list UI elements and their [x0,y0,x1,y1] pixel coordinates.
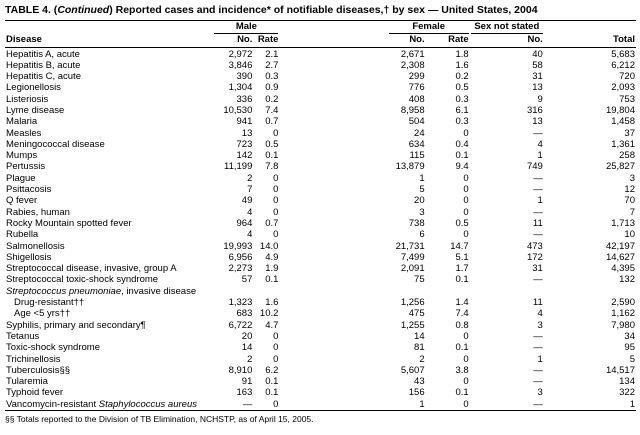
sns-no-cell: 31 [532,263,543,275]
female-no-cell: 2 [419,353,425,365]
female-rate-cell: 3.8 [455,364,469,376]
disease-cell: Meningococcal disease [6,138,105,150]
disease-header-spacer [5,21,207,34]
total-cell: 720 [619,71,635,83]
male-no-cell: 2,273 [228,263,253,275]
female-no-cell: 24 [414,127,425,139]
table-row [5,127,636,138]
total-cell: 7 [629,206,635,218]
male-rate-cell: 0.1 [265,274,279,286]
female-no-cell: 81 [414,342,425,354]
total-cell: 322 [619,387,635,399]
male-rate-cell: 2.1 [265,48,279,60]
sns-no-cell [470,286,544,297]
total-cell: 37 [624,127,635,139]
disease-cell: Malaria [6,116,38,128]
disease-cell: Mumps [6,150,38,162]
male-rate-cell: 0.9 [265,82,279,94]
sns-no-cell: 4 [537,138,543,150]
total-cell: 25,827 [605,161,635,173]
sns-no-cell: — [470,399,544,411]
disease-cell: Rabies, human [6,206,70,218]
table-row [5,150,636,161]
disease-cell: Shigellosis [6,251,52,263]
table-row [5,139,636,150]
male-rate-cell: 0.1 [265,376,279,388]
total-cell: 5,683 [611,48,635,60]
male-rate-cell: 14.0 [259,240,279,252]
female-rate-cell: 9.4 [455,161,469,173]
male-rate-cell: 0 [273,330,279,342]
male-no-cell: 57 [241,274,253,286]
female-rate-cell: 0 [463,184,469,196]
disease-cell: Toxic-shock syndrome [6,342,100,354]
total-cell: 6,212 [611,59,635,71]
female-no-cell: 299 [408,71,425,83]
table-footnote: §§ Totals reported to the Division of TB Elimination, NCHSTP, as of April 15, 2005. [5,413,314,424]
female-no-cell: 2,091 [400,263,425,275]
male-no-cell: 1,323 [228,297,253,309]
male-no-cell: 49 [241,195,253,207]
female-group-header: Female [389,21,469,34]
total-cell: 19,804 [605,104,635,116]
total-cell: 1,713 [611,217,635,229]
male-rate-cell: 0 [273,342,279,354]
female-no-header: No. [279,34,425,48]
disease-table [5,21,636,411]
disease-cell: Rocky Mountain spotted fever [6,217,132,229]
table-row [5,387,636,398]
total-cell: 1,361 [611,138,635,150]
female-rate-cell: 7.4 [455,308,469,320]
disease-cell: Plague [6,172,36,184]
table-row [5,331,636,342]
total-cell: 134 [619,376,635,388]
male-rate-cell: 0.3 [265,71,279,83]
sns-no-cell: 1 [537,195,543,207]
sns-no-cell: 172 [526,251,543,263]
female-rate-cell: 0.1 [455,274,469,286]
disease-cell: Trichinellosis [6,353,61,365]
female-rate-cell: 0 [463,229,469,241]
table-row [5,207,636,218]
female-no-cell: 475 [408,308,425,320]
male-no-cell: 964 [236,217,253,229]
male-no-header: No. [207,34,253,48]
male-no-cell: 8,910 [228,364,253,376]
female-rate-cell: 0.5 [455,217,469,229]
male-no-cell: 2 [247,353,253,365]
male-rate-cell: 4.9 [265,251,279,263]
male-no-cell: 91 [241,376,253,388]
female-no-cell: 776 [408,82,425,94]
male-no-cell: 683 [236,308,253,320]
male-no-cell: 336 [236,93,253,105]
disease-cell: Psittacosis [6,184,52,196]
female-group-cell [279,21,469,34]
disease-cell: Legionellosis [6,82,61,94]
female-rate-cell: 1.4 [455,297,469,309]
table-row [5,161,636,172]
title-rest: ) Reported cases and incidence* of notifiable diseases,† by sex — United States, 2004 [109,4,538,16]
disease-cell: Drug-resistant†† [14,297,85,309]
total-cell [544,286,636,297]
female-no-cell: 7,499 [400,251,425,263]
female-no-cell: 2,671 [400,48,425,60]
disease-cell: Streptococcal disease, invasive, group A [6,263,177,275]
table-body [5,48,636,411]
male-no-cell: 11,199 [224,161,253,173]
female-no-cell: 408 [408,93,425,105]
female-rate-cell: 0 [463,195,469,207]
table-row [5,116,636,127]
sns-no-cell: 13 [532,82,543,94]
male-rate-cell: 7.8 [265,161,279,173]
total-cell: 5 [629,353,635,365]
group-header-row [5,21,636,34]
female-rate-cell: 1.6 [455,59,469,71]
table-row [5,173,636,184]
sns-no-cell: 11 [532,297,543,309]
table-row [5,240,636,251]
female-rate-cell: 0.1 [455,387,469,399]
female-rate-cell: 0 [463,127,469,139]
total-cell: 70 [624,195,635,207]
total-cell: 132 [619,274,635,286]
male-no-cell: 10,530 [223,104,253,116]
female-no-cell: 20 [414,195,425,207]
male-rate-cell: 0 [273,195,279,207]
female-no-cell: 43 [414,376,425,388]
title-continued: Continued [57,4,110,16]
table-row [5,286,636,297]
table-row [5,365,636,376]
female-no-cell: 634 [408,138,425,150]
total-cell: 1 [544,399,636,411]
sns-no-cell: — [533,229,543,241]
female-no-cell: 1 [279,399,425,411]
total-header: Total [544,34,636,48]
total-cell: 1,162 [611,308,635,320]
total-cell: 10 [624,229,635,241]
male-no-cell: 3,846 [228,59,253,71]
female-rate-cell: 0.5 [455,82,469,94]
total-cell: 258 [619,150,635,162]
table-row [5,48,636,60]
male-no-cell: 941 [236,116,253,128]
male-rate-header: Rate [253,34,279,48]
female-no-cell: 5 [419,184,425,196]
female-no-cell: 2,308 [400,59,425,71]
disease-cell: Tetanus [6,330,40,342]
male-rate-cell: 0.7 [265,116,279,128]
male-no-cell: 390 [236,71,253,83]
table-row [5,376,636,387]
table-row [5,308,636,319]
table-row [5,94,636,105]
male-rate-cell: 0.2 [265,93,279,105]
total-cell: 4,395 [611,263,635,275]
sns-no-cell: — [533,342,543,354]
total-cell: 2,093 [611,82,635,94]
male-rate-cell: 0 [253,399,279,411]
female-no-cell [279,286,425,297]
female-no-cell: 6 [419,229,425,241]
male-no-cell: 2 [247,172,253,184]
male-rate-cell [253,286,279,297]
table-row [5,60,636,71]
male-rate-cell: 0 [273,353,279,365]
total-cell: 753 [619,93,635,105]
disease-cell: Lyme disease [6,104,65,116]
table-row [5,399,636,411]
disease-cell: Pertussis [6,161,46,173]
female-no-cell: 5,607 [400,364,425,376]
female-rate-cell: 14.7 [450,240,469,252]
male-no-cell: 142 [236,150,253,162]
female-rate-cell: 6.1 [455,104,469,116]
male-rate-cell: 1.9 [265,263,279,275]
male-no-cell: 1,304 [228,82,253,94]
sub-header-row [5,34,636,48]
table-row [5,353,636,364]
disease-column-header: Disease [5,34,207,48]
total-cell: 14,517 [605,364,635,376]
female-no-cell: 21,731 [395,240,425,252]
female-rate-cell: 0.3 [455,116,469,128]
total-cell: 2,590 [611,297,635,309]
table-row [5,82,636,93]
male-rate-cell: 0 [273,172,279,184]
male-no-cell: 2,972 [228,48,253,60]
disease-cell: Tularemia [6,376,48,388]
male-no-cell: 14 [241,342,253,354]
female-rate-cell: 0 [426,399,470,411]
disease-cell: Q fever [6,195,38,207]
male-rate-cell: 0 [273,127,279,139]
total-cell: 42,197 [605,240,635,252]
female-no-cell: 8,958 [400,104,425,116]
sns-no-cell: 9 [537,93,543,105]
sns-no-cell: 316 [526,104,543,116]
disease-cell: Hepatitis A, acute [6,48,80,60]
disease-cell: Tuberculosis§§ [6,364,71,376]
sns-no-cell: — [533,127,543,139]
male-rate-cell: 0.5 [265,138,279,150]
disease-cell: Hepatitis B, acute [6,59,81,71]
male-no-cell: 6,956 [228,251,253,263]
female-rate-cell: 1.8 [455,48,469,60]
sns-no-cell: — [533,206,543,218]
sns-no-cell: 31 [532,71,543,83]
male-no-cell: 163 [236,387,253,399]
female-no-cell: 156 [408,387,425,399]
female-rate-cell: 1.7 [455,263,469,275]
female-rate-cell: 0 [463,206,469,218]
female-rate-cell: 0 [463,172,469,184]
male-no-cell: 19,993 [223,240,253,252]
sns-group-cell [470,21,544,34]
sns-no-cell: 58 [532,59,543,71]
total-header-spacer [544,21,636,34]
total-cell: 3 [629,172,635,184]
disease-cell: Rubella [6,229,39,241]
table-row [5,229,636,240]
male-no-cell: 13 [241,127,253,139]
male-no-cell: 4 [247,229,253,241]
sns-no-cell: 40 [532,48,543,60]
table-row [5,195,636,206]
sns-no-cell: 13 [532,116,543,128]
female-rate-cell: 0.1 [455,342,469,354]
female-rate-cell: 0.8 [455,319,469,331]
female-rate-cell: 0 [463,353,469,365]
female-no-cell: 504 [408,116,425,128]
male-no-cell [207,286,253,297]
female-no-cell: 14 [414,330,425,342]
sns-no-cell: 4 [537,308,543,320]
female-rate-cell [426,286,470,297]
male-rate-cell: 0 [273,206,279,218]
table-row [5,342,636,353]
disease-cell: Streptococcal toxic-shock syndrome [6,274,159,286]
total-cell: 95 [624,342,635,354]
total-cell: 12 [624,184,635,196]
male-rate-cell: 0.7 [265,217,279,229]
male-no-cell: 4 [247,206,253,218]
male-rate-cell: 2.7 [265,59,279,71]
table-row [5,252,636,263]
female-rate-cell: 0.1 [455,150,469,162]
total-cell: 14,627 [605,251,635,263]
table-row [5,71,636,82]
male-no-cell: — [207,399,253,411]
sns-no-header: No. [470,34,544,48]
female-no-cell: 1 [419,172,425,184]
male-rate-cell: 6.2 [265,364,279,376]
total-cell: 1,458 [611,116,635,128]
female-no-cell: 738 [408,217,425,229]
sns-no-cell: 3 [537,387,543,399]
table-row [5,274,636,285]
disease-cell: Streptococcus pneumoniae, invasive disease [6,285,197,297]
sns-no-cell: — [533,172,543,184]
table-row [5,320,636,331]
male-rate-cell: 1.6 [265,297,279,309]
male-no-cell: 20 [241,330,253,342]
sns-no-cell: 1 [537,353,543,365]
total-cell: 34 [624,330,635,342]
male-rate-cell: 0 [273,184,279,196]
female-no-cell: 3 [419,206,425,218]
female-no-cell: 1,255 [400,319,425,331]
sns-no-cell: 749 [526,161,543,173]
disease-cell: Listeriosis [6,93,49,105]
female-rate-header: Rate [426,34,470,48]
disease-cell: Age <5 yrs†† [14,308,71,320]
male-rate-cell: 10.2 [259,308,279,320]
table-title [5,3,636,21]
female-rate-cell: 0 [463,330,469,342]
sns-no-cell: 11 [532,217,543,229]
male-rate-cell: 7.4 [265,104,279,116]
table-row [5,297,636,308]
sns-no-cell: 473 [526,240,543,252]
female-no-cell: 1,256 [400,297,425,309]
disease-cell: Hepatitis C, acute [6,71,81,83]
title-prefix: TABLE 4. ( [5,4,58,16]
table-row [5,263,636,274]
table-row [5,184,636,195]
sns-no-cell: — [533,376,543,388]
female-no-cell: 115 [409,150,425,162]
disease-cell: Vancomycin-resistant Staphylococcus aureus [5,399,207,411]
sex-not-stated-group-header: Sex not stated [471,21,543,34]
male-group-cell [207,21,279,34]
total-cell: 7,980 [611,319,635,331]
female-rate-cell: 0.2 [455,71,469,83]
disease-cell: Salmonellosis [6,240,65,252]
disease-cell: Measles [6,127,42,139]
female-rate-cell: 0.3 [455,93,469,105]
male-rate-cell: 0.1 [265,150,279,162]
male-no-cell: 7 [247,184,253,196]
male-rate-cell: 0 [273,229,279,241]
sns-no-cell: — [533,274,543,286]
male-no-cell: 723 [236,138,253,150]
male-no-cell: 6,722 [228,319,253,331]
sns-no-cell: 1 [537,150,543,162]
disease-cell: Syphilis, primary and secondary¶ [6,319,146,331]
male-rate-cell: 0.1 [265,387,279,399]
female-rate-cell: 5.1 [455,251,469,263]
female-rate-cell: 0.4 [455,138,469,150]
sns-no-cell: 3 [537,319,543,331]
table-row [5,105,636,116]
female-rate-cell: 0 [463,376,469,388]
table-row [5,218,636,229]
sns-no-cell: — [533,364,543,376]
female-no-cell: 13,879 [395,161,425,173]
female-no-cell: 75 [414,274,425,286]
sns-no-cell: — [533,184,543,196]
disease-cell: Typhoid fever [6,387,64,399]
male-group-header: Male [214,21,278,34]
sns-no-cell: — [533,330,543,342]
male-rate-cell: 4.7 [265,319,279,331]
